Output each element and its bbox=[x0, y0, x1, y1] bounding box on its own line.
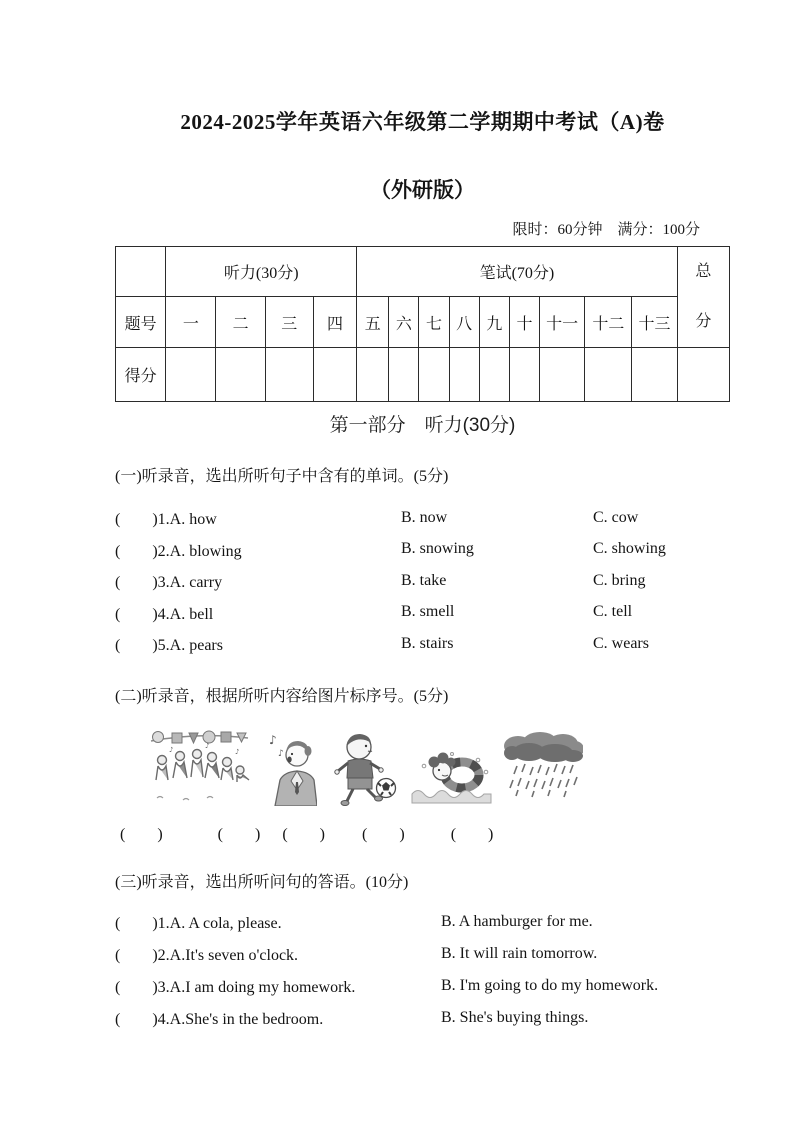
score-cell bbox=[540, 348, 585, 402]
option-a: ( )2.A. blowing bbox=[115, 542, 242, 560]
page-title: 2024-2025学年英语六年级第二学期期中考试（A)卷 bbox=[180, 110, 665, 134]
option-b: B. stairs bbox=[401, 634, 454, 652]
section3-title: (三)听录音，选出所听问句的答语。(10分) bbox=[115, 873, 409, 891]
score-cell bbox=[479, 348, 509, 402]
person-singing-image bbox=[267, 728, 317, 806]
rain-clouds-illustration bbox=[503, 732, 583, 800]
option-a: ( )4.A.She's in the bedroom. bbox=[115, 1011, 324, 1028]
option-a: ( )1.A. A cola, please. bbox=[115, 915, 282, 932]
child-swimming-image bbox=[410, 746, 493, 804]
col-label: 十三 bbox=[632, 297, 677, 348]
col-label: 八 bbox=[449, 297, 479, 348]
option-b: B. snowing bbox=[401, 540, 474, 558]
option-b: B. I'm going to do my homework. bbox=[441, 976, 659, 994]
svg-text:♪: ♪ bbox=[169, 745, 174, 754]
corner-cell bbox=[116, 247, 166, 297]
section2-answer-blanks bbox=[115, 824, 730, 846]
answer-blank: ( ) bbox=[120, 825, 163, 843]
child-swimming-illustration bbox=[410, 746, 493, 804]
option-c: C. bring bbox=[593, 571, 646, 589]
col-label: 七 bbox=[419, 297, 449, 348]
boy-kicking-football-image bbox=[333, 730, 397, 806]
question-row-label: 题号 bbox=[116, 297, 166, 348]
page-subtitle: （外研版） bbox=[370, 178, 475, 202]
option-a: ( )5.A. pears bbox=[115, 637, 223, 655]
option-b: B. She's buying things. bbox=[441, 1008, 589, 1026]
section1-items bbox=[115, 502, 730, 660]
option-b: B. A hamburger for me. bbox=[441, 912, 593, 930]
score-cell bbox=[509, 348, 539, 402]
col-label: 一 bbox=[166, 297, 216, 348]
option-c: C. cow bbox=[593, 508, 639, 526]
option-b: B. smell bbox=[401, 603, 455, 621]
score-cell bbox=[166, 348, 216, 402]
score-cell bbox=[389, 348, 419, 402]
option-a: ( )2.A.It's seven o'clock. bbox=[115, 947, 299, 964]
col-label: 四 bbox=[313, 297, 356, 348]
section2-images bbox=[147, 720, 730, 806]
svg-text:♪: ♪ bbox=[205, 741, 210, 750]
score-table bbox=[115, 246, 730, 402]
rain-clouds-image bbox=[503, 732, 583, 800]
score-table-header-row bbox=[116, 247, 730, 297]
col-label: 十 bbox=[509, 297, 539, 348]
svg-text:♪: ♪ bbox=[235, 747, 240, 756]
exam-meta: 限时：60分钟 满分：100分 bbox=[512, 222, 700, 238]
col-label: 三 bbox=[265, 297, 313, 348]
score-cell bbox=[585, 348, 632, 402]
score-cell bbox=[265, 348, 313, 402]
option-b: B. take bbox=[401, 571, 447, 589]
option-a: ( )1.A. how bbox=[115, 511, 217, 529]
listening-header-cell: 听力(30分) bbox=[166, 247, 357, 297]
option-c: C. tell bbox=[593, 603, 633, 621]
score-cell bbox=[313, 348, 356, 402]
col-label: 六 bbox=[389, 297, 419, 348]
option-b: B. It will rain tomorrow. bbox=[441, 944, 598, 962]
option-a: ( )3.A.I am doing my homework. bbox=[115, 979, 356, 996]
answer-blank: ( ) bbox=[282, 825, 326, 843]
option-a: ( )4.A. bell bbox=[115, 605, 214, 623]
option-c: C. showing bbox=[593, 540, 666, 558]
score-cell bbox=[449, 348, 479, 402]
question-number-row bbox=[116, 297, 730, 348]
section1-title: (一)听录音，选出所听句子中含有的单词。(5分) bbox=[115, 468, 449, 485]
option-a: ( )3.A. carry bbox=[115, 574, 223, 592]
col-label: 十二 bbox=[585, 297, 632, 348]
total-score-header-cell bbox=[677, 247, 729, 348]
score-row bbox=[116, 348, 730, 402]
svg-text:♪: ♪ bbox=[278, 748, 284, 759]
answer-blank: ( ) bbox=[217, 825, 261, 843]
person-singing-illustration bbox=[267, 728, 317, 806]
option-c: C. wears bbox=[593, 634, 649, 652]
col-label: 二 bbox=[216, 297, 265, 348]
written-header-cell: 笔试(70分) bbox=[357, 247, 677, 297]
section2-title: (二)听录音，根据所听内容给图片标序号。(5分) bbox=[115, 687, 449, 705]
score-row-label: 得分 bbox=[116, 348, 166, 402]
score-cell bbox=[216, 348, 265, 402]
answer-blank: ( ) bbox=[362, 825, 405, 843]
col-label: 五 bbox=[357, 297, 389, 348]
col-label: 十一 bbox=[540, 297, 585, 348]
part1-heading: 第一部分 听力(30分) bbox=[329, 415, 516, 436]
boy-kicking-football-illustration bbox=[333, 730, 397, 806]
col-label: 九 bbox=[479, 297, 509, 348]
svg-text:♪: ♪ bbox=[269, 732, 277, 747]
score-cell bbox=[632, 348, 677, 402]
children-party-scene-image bbox=[147, 724, 252, 806]
option-b: B. now bbox=[401, 508, 448, 526]
section3-items bbox=[115, 906, 730, 1034]
score-cell bbox=[677, 348, 729, 402]
score-cell bbox=[357, 348, 389, 402]
children-party-scene-illustration bbox=[147, 724, 252, 806]
total-score-bottom-char: 分 bbox=[695, 313, 712, 330]
score-cell bbox=[419, 348, 449, 402]
answer-blank: ( ) bbox=[450, 825, 494, 843]
total-score-top-char: 总 bbox=[695, 263, 712, 280]
